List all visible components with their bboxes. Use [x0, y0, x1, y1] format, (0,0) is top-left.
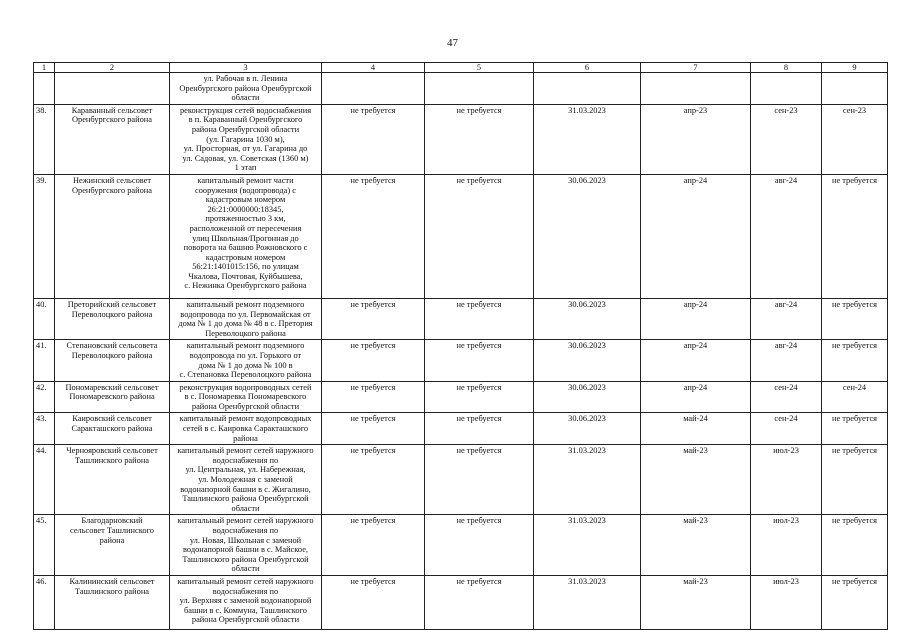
cell-c7: апр-24: [641, 174, 751, 298]
header-cell-7: 7: [641, 63, 751, 73]
work-description-line: ул. Садовая, ул. Советская (1360 м): [182, 153, 309, 163]
row-number: 46.: [34, 575, 55, 629]
organization-cell: [55, 515, 170, 576]
header-cell-2: 2: [55, 63, 170, 73]
work-description-line: башни в с. Коммуна, Ташлинского: [184, 605, 307, 615]
organization-line: Ташлинского района: [74, 586, 150, 596]
table-row: [34, 340, 888, 381]
work-description-cell: [170, 381, 322, 413]
cell-c6: [534, 73, 641, 105]
work-description-cell: [170, 104, 322, 174]
cell-c7: май-23: [641, 445, 751, 515]
organization-cell: [55, 298, 170, 339]
cell-c5: не требуется: [425, 104, 534, 174]
organization-line: Караванный сельсовет: [71, 105, 153, 115]
work-description-line: района Оренбургской области: [191, 401, 300, 411]
table-row: [34, 73, 888, 105]
cell-c5: не требуется: [425, 340, 534, 381]
work-description-line: водоснабжения по: [212, 586, 279, 596]
cell-c7: апр-23: [641, 104, 751, 174]
cell-c6: 30.06.2023: [534, 340, 641, 381]
table-row: [34, 381, 888, 413]
row-number: 41.: [34, 340, 55, 381]
work-description-line: поворота на башню Рожновского с: [183, 243, 308, 253]
organization-line: Преторийский сельсовет: [67, 299, 157, 309]
work-description-line: (ул. Гагарина 1030 м),: [206, 134, 285, 144]
cell-c9: не требуется: [822, 575, 888, 629]
cell-c5: не требуется: [425, 413, 534, 445]
cell-c9: сен-23: [822, 104, 888, 174]
cell-c9: не требуется: [822, 515, 888, 576]
organization-line: Оренбургского района: [71, 185, 152, 195]
cell-c4: не требуется: [322, 298, 425, 339]
cell-c4: не требуется: [322, 515, 425, 576]
cell-c8: сен-23: [751, 104, 822, 174]
table-row: [34, 515, 888, 576]
work-description-line: сооружения (водопровода) с: [195, 185, 296, 195]
cell-c6: 30.06.2023: [534, 413, 641, 445]
cell-c4: не требуется: [322, 174, 425, 298]
cell-c4: не требуется: [322, 413, 425, 445]
work-description-cell: [170, 298, 322, 339]
work-description-cell: [170, 73, 322, 105]
organization-cell: [55, 381, 170, 413]
work-description-line: района Оренбургской области: [191, 124, 300, 134]
register-table: [33, 62, 888, 630]
cell-c6: 30.06.2023: [534, 381, 641, 413]
row-number: 45.: [34, 515, 55, 576]
cell-c8: июл-23: [751, 575, 822, 629]
cell-c7: май-23: [641, 575, 751, 629]
cell-c5: не требуется: [425, 515, 534, 576]
work-description-line: капитальный ремонт подземного: [186, 299, 305, 309]
table-row: [34, 174, 888, 298]
cell-c7: [641, 73, 751, 105]
row-number: 39.: [34, 174, 55, 298]
work-description-line: 1 этап: [234, 163, 257, 173]
cell-c4: не требуется: [322, 104, 425, 174]
cell-c4: не требуется: [322, 445, 425, 515]
work-description-line: водоснабжения по: [212, 455, 279, 465]
organization-cell: [55, 174, 170, 298]
table-row: [34, 413, 888, 445]
cell-c8: июл-23: [751, 515, 822, 576]
organization-line: Переволоцкого района: [71, 309, 153, 319]
cell-c8: авг-24: [751, 340, 822, 381]
work-description-cell: [170, 575, 322, 629]
table-row: [34, 104, 888, 174]
work-description-line: области: [231, 503, 260, 513]
cell-c6: 30.06.2023: [534, 174, 641, 298]
header-cell-4: 4: [322, 63, 425, 73]
work-description-line: в п. Караванный Оренбургского: [188, 115, 303, 125]
organization-line: Степановский сельсовета: [66, 341, 158, 351]
work-description-line: ул. Рабочая в п. Ленина: [203, 74, 288, 83]
work-description-line: района Оренбургской области: [191, 615, 300, 625]
work-description-line: капитальный ремонт сетей наружного: [177, 446, 314, 456]
header-cell-9: 9: [822, 63, 888, 73]
work-description-line: сетей в с. Каировка Саракташского: [182, 424, 309, 434]
organization-line: Переволоцкого района: [71, 350, 153, 360]
work-description-line: кадастровым номером: [205, 252, 286, 262]
header-cell-5: 5: [425, 63, 534, 73]
work-description-line: ул. Просторная, от ул. Гагарина до: [183, 144, 308, 154]
row-number: 38.: [34, 104, 55, 174]
work-description-line: ул. Центральная, ул. Набережная,: [185, 465, 306, 475]
header-cell-8: 8: [751, 63, 822, 73]
work-description-line: Переволоцкого района: [205, 328, 286, 338]
organization-line: Оренбургского района: [71, 115, 152, 125]
organization-cell: [55, 575, 170, 629]
header-cell-6: 6: [534, 63, 641, 73]
cell-c9: сен-24: [822, 381, 888, 413]
work-description-line: водонапорной башни в с. Майское,: [182, 545, 309, 555]
work-description-line: с. Нежинка Оренбургского района: [184, 281, 307, 291]
work-description-cell: [170, 413, 322, 445]
organization-cell: [55, 73, 170, 105]
header-cell-3: 3: [170, 63, 322, 73]
cell-c6: 31.03.2023: [534, 575, 641, 629]
work-description-line: капитальный ремонт сетей наружного: [177, 576, 314, 586]
work-description-line: капитальный ремонт водопроводных: [179, 414, 312, 424]
organization-line: Нежинский сельсовет: [72, 175, 152, 185]
work-description-line: района: [233, 433, 258, 443]
work-description-line: улиц Школьная/Прогонная до: [192, 233, 299, 243]
row-number: 42.: [34, 381, 55, 413]
row-number: 44.: [34, 445, 55, 515]
cell-c8: [751, 73, 822, 105]
work-description-line: области: [231, 564, 260, 574]
organization-line: Саракташского района: [71, 424, 153, 434]
work-description-cell: [170, 515, 322, 576]
cell-c5: не требуется: [425, 575, 534, 629]
work-description-line: расположенной от пересечения: [189, 223, 302, 233]
cell-c8: сен-24: [751, 381, 822, 413]
work-description-line: ул. Молодежная с заменой: [198, 475, 293, 485]
organization-cell: [55, 445, 170, 515]
work-description-line: Ташлинского района Оренбургской: [182, 494, 309, 504]
cell-c4: не требуется: [322, 575, 425, 629]
work-description-line: протяженностью 3 км,: [205, 214, 286, 224]
work-description-line: ул. Новая, Школьная с заменой: [189, 535, 302, 545]
header-row: [34, 63, 888, 73]
cell-c9: не требуется: [822, 174, 888, 298]
cell-c6: 31.03.2023: [534, 104, 641, 174]
row-number: 43.: [34, 413, 55, 445]
cell-c9: [822, 73, 888, 105]
cell-c8: сен-24: [751, 413, 822, 445]
work-description-cell: [170, 174, 322, 298]
organization-line: Пономаревский сельсовет: [65, 382, 159, 392]
organization-line: сельсовет Ташлинского: [70, 526, 154, 535]
cell-c8: авг-24: [751, 174, 822, 298]
cell-c7: апр-24: [641, 340, 751, 381]
cell-c9: не требуется: [822, 413, 888, 445]
work-description-line: области: [231, 93, 260, 103]
cell-c8: авг-24: [751, 298, 822, 339]
organization-line: Пономаревского района: [69, 392, 155, 402]
cell-c4: не требуется: [322, 340, 425, 381]
work-description-line: ул. Верхняя с заменой водонапорной: [179, 596, 312, 606]
work-description-line: Оренбургского района Оренбургской: [179, 83, 312, 93]
cell-c9: не требуется: [822, 340, 888, 381]
work-description-line: 26:21:0000000:18345,: [207, 204, 284, 214]
cell-c6: 31.03.2023: [534, 515, 641, 576]
work-description-line: дома № 1 до дома № 48 в с. Претория: [178, 319, 313, 329]
cell-c6: 31.03.2023: [534, 445, 641, 515]
work-description-line: капитальный ремонт подземного: [186, 341, 305, 351]
page-number: 47: [447, 37, 458, 49]
organization-line: Благодарновский: [81, 516, 143, 526]
work-description-line: водопровода по ул. Горького от: [189, 350, 302, 360]
table-row: [34, 298, 888, 339]
work-description-line: 56:21:1401015:156, по улицам: [192, 262, 299, 272]
cell-c5: не требуется: [425, 381, 534, 413]
organization-line: Каировский сельсовет: [72, 414, 152, 424]
cell-c5: не требуется: [425, 298, 534, 339]
organization-line: Чернояровский сельсовет: [66, 446, 158, 456]
work-description-line: водопровода по ул. Первомайская от: [180, 309, 311, 319]
cell-c4: [322, 73, 425, 105]
work-description-line: капитальный ремонт части: [197, 175, 294, 185]
table-row: [34, 445, 888, 515]
work-description-line: Чкалова, Почтовая, Куйбышева,: [188, 271, 303, 281]
cell-c6: 30.06.2023: [534, 298, 641, 339]
work-description-line: водоснабжения по: [212, 526, 279, 535]
cell-c9: не требуется: [822, 445, 888, 515]
work-description-line: дома № 1 до дома № 100 в: [198, 360, 293, 370]
cell-c5: [425, 73, 534, 105]
row-number: 40.: [34, 298, 55, 339]
work-description-line: водонапорной башни в с. Жигалино,: [180, 484, 311, 494]
cell-c8: июл-23: [751, 445, 822, 515]
work-description-line: в с. Пономаревка Пономаревского: [184, 392, 307, 402]
row-number: [34, 73, 55, 105]
work-description-cell: [170, 445, 322, 515]
cell-c5: не требуется: [425, 174, 534, 298]
organization-line: района: [99, 535, 125, 545]
organization-line: Ташлинского района: [74, 455, 150, 465]
cell-c4: не требуется: [322, 381, 425, 413]
organization-cell: [55, 413, 170, 445]
work-description-line: реконструкция сетей водоснабжения: [179, 105, 312, 115]
organization-line: Калининский сельсовет: [69, 576, 155, 586]
work-description-line: с. Степановка Переволоцкого района: [179, 370, 312, 380]
work-description-line: кадастровым номером: [205, 195, 286, 205]
cell-c9: не требуется: [822, 298, 888, 339]
work-description-cell: [170, 340, 322, 381]
cell-c7: май-23: [641, 515, 751, 576]
header-cell-1: 1: [34, 63, 55, 73]
cell-c7: апр-24: [641, 298, 751, 339]
organization-cell: [55, 340, 170, 381]
cell-c5: не требуется: [425, 445, 534, 515]
work-description-line: капитальный ремонт сетей наружного: [177, 516, 314, 526]
table-body: [34, 63, 888, 630]
work-description-line: Ташлинского района Оренбургской: [182, 554, 309, 564]
organization-cell: [55, 104, 170, 174]
cell-c7: апр-24: [641, 381, 751, 413]
table-row: [34, 575, 888, 629]
cell-c7: май-24: [641, 413, 751, 445]
work-description-line: реконструкция водопроводных сетей: [179, 382, 312, 392]
